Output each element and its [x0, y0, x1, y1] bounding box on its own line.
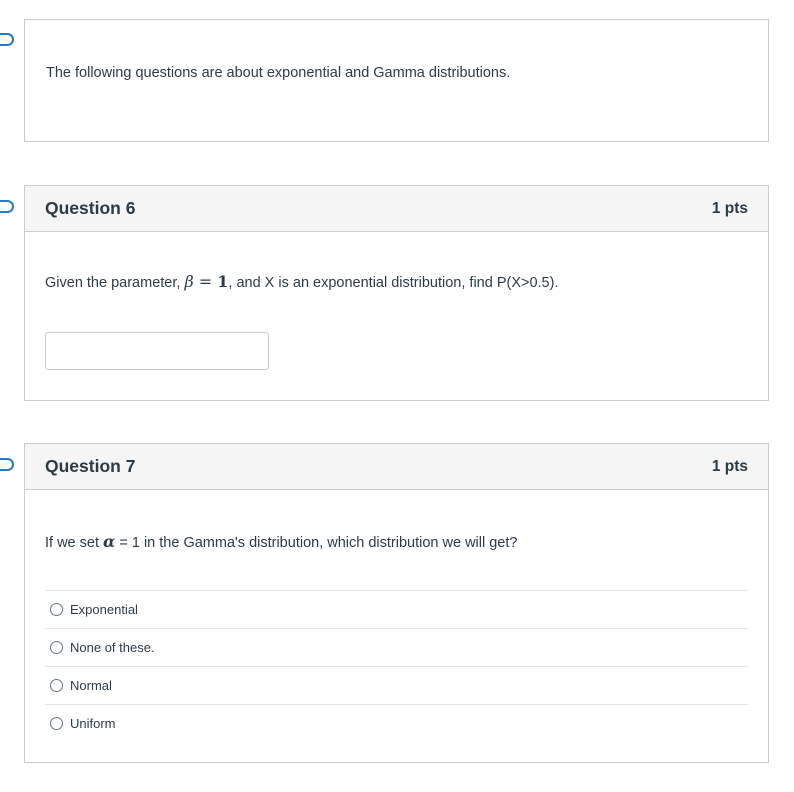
question-7-header [25, 444, 768, 490]
question-7-points: 1 pts [711, 457, 748, 475]
question-6-text [45, 272, 558, 291]
bookmark-flag-question-6[interactable] [0, 200, 14, 213]
option-label: None of these. [70, 640, 155, 655]
question-7-options [45, 590, 748, 742]
question-7-text-before: If we set [45, 535, 104, 551]
question-6-answer-input[interactable] [45, 332, 269, 370]
question-6-title: Question 6 [45, 198, 136, 218]
option-label: Exponential [70, 602, 138, 617]
question-7-card [24, 443, 769, 763]
radio-button-icon[interactable] [50, 679, 63, 692]
option-uniform[interactable] [45, 704, 748, 742]
question-7-text [45, 532, 517, 551]
radio-button-icon[interactable] [50, 603, 63, 616]
radio-button-icon[interactable] [50, 641, 63, 654]
beta-equation [184, 272, 228, 291]
bookmark-flag-intro[interactable] [0, 33, 14, 46]
question-6-card [24, 185, 769, 401]
option-none-of-these[interactable] [45, 628, 748, 666]
option-label: Uniform [70, 716, 116, 731]
option-normal[interactable] [45, 666, 748, 704]
question-6-points: 1 pts [711, 199, 748, 217]
question-7-text-after: = 1 in the Gamma's distribution, which distribution we will get? [115, 535, 518, 551]
intro-card [24, 19, 769, 142]
question-6-text-before: Given the parameter, [45, 275, 185, 291]
question-7-title: Question 7 [45, 456, 136, 476]
beta-value: 1 [217, 272, 229, 291]
question-6-text-after: , and X is an exponential distribution, find P(X>0.5). [228, 275, 559, 291]
intro-text: The following questions are about exponential and Gamma distributions. [46, 65, 511, 81]
radio-button-icon[interactable] [50, 717, 63, 730]
question-6-header [25, 186, 768, 232]
bookmark-flag-question-7[interactable] [0, 458, 14, 471]
option-label: Normal [70, 678, 112, 693]
alpha-symbol: α [103, 532, 116, 551]
option-exponential[interactable] [45, 590, 748, 628]
beta-symbol: β = [184, 272, 218, 291]
